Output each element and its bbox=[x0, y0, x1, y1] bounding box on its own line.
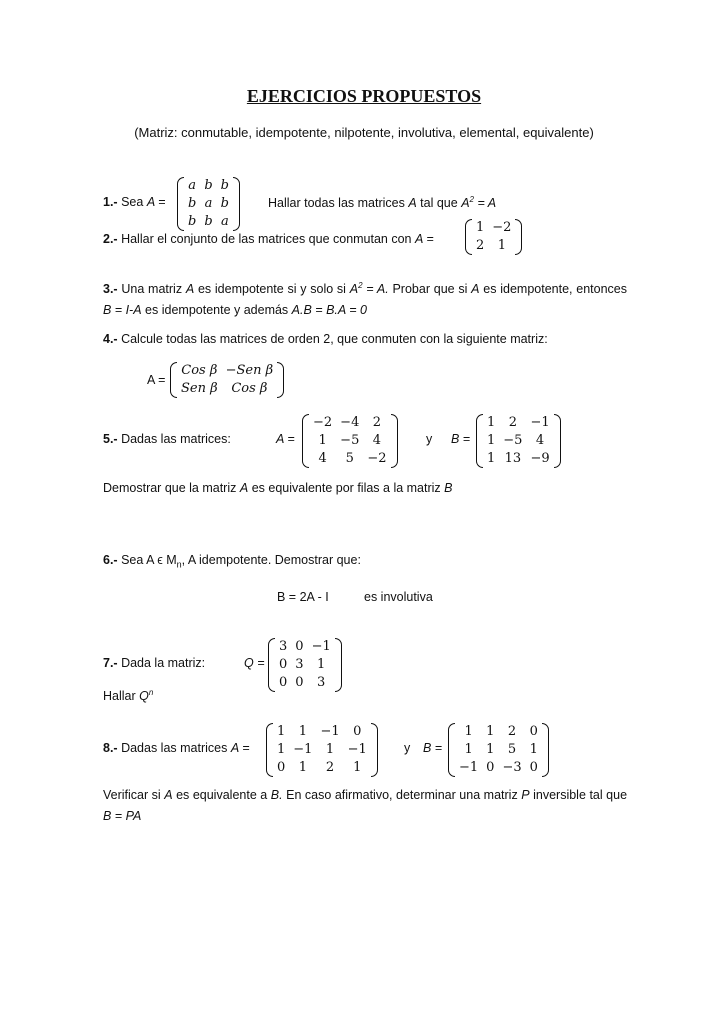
exercise-2-label bbox=[103, 232, 434, 246]
matrix-row bbox=[483, 432, 554, 450]
matrix-cell: 0 bbox=[529, 724, 538, 739]
matrix-cell: 1 bbox=[325, 742, 335, 757]
exercise-3-t2: es idempotente si y solo si bbox=[197, 282, 346, 297]
exercise-8-text: Dadas las matrices bbox=[121, 741, 228, 755]
exercise-2-number: 2.- bbox=[103, 232, 118, 246]
matrix-row bbox=[472, 219, 515, 237]
matrix-row bbox=[483, 414, 554, 432]
page-title: EJERCICIOS PROPUESTOS bbox=[246, 86, 482, 106]
matrix-cell: 1 bbox=[277, 742, 286, 757]
exercise-4-matrix bbox=[170, 362, 284, 398]
exercise-1-exponent: 2 bbox=[469, 195, 474, 204]
exercise-7-lhs: Q = bbox=[244, 656, 265, 670]
matrix-left-bracket bbox=[266, 723, 273, 777]
exercise-1-lead: Sea bbox=[121, 195, 144, 209]
matrix-cell: 2 bbox=[476, 238, 485, 253]
matrix-body bbox=[273, 723, 371, 777]
matrix-cell: −2 bbox=[492, 220, 512, 235]
matrix-right-bracket bbox=[277, 362, 284, 398]
exercise-7-exponent: n bbox=[148, 688, 154, 697]
exercise-3-t6: es idempotente y además bbox=[145, 303, 289, 318]
matrix-cell: −9 bbox=[530, 451, 550, 466]
matrix-cell: 0 bbox=[353, 724, 362, 739]
matrix-row bbox=[275, 674, 335, 692]
matrix-row bbox=[455, 759, 542, 777]
exercise-1-eq-rhs: = A bbox=[477, 196, 497, 211]
matrix-cell: −3 bbox=[502, 760, 522, 775]
matrix-body bbox=[309, 414, 391, 468]
matrix-cell: 1 bbox=[353, 760, 362, 775]
exercise-3-v6: A.B = B.A = 0 bbox=[291, 303, 367, 318]
exercise-7-matrix bbox=[268, 638, 342, 692]
exercise-3-v3: = A. bbox=[366, 282, 389, 297]
matrix-cell: −5 bbox=[503, 433, 523, 448]
exercise-3-v2: A bbox=[349, 282, 359, 297]
matrix-right-bracket bbox=[542, 723, 549, 777]
matrix-cell: −5 bbox=[340, 433, 360, 448]
exercise-7-power bbox=[139, 689, 153, 703]
exercise-1-eq-lhs: A bbox=[461, 196, 470, 211]
matrix-body bbox=[455, 723, 542, 777]
matrix-cell: a bbox=[188, 178, 197, 193]
matrix-body bbox=[275, 638, 335, 692]
matrix-cell: Sen β bbox=[181, 381, 218, 396]
matrix-row bbox=[184, 177, 233, 195]
exercise-4-number: 4.- bbox=[103, 332, 118, 346]
exercise-6-formula: B = 2A - I bbox=[277, 590, 329, 604]
matrix-row bbox=[184, 195, 233, 213]
exercise-1-lhs: A = bbox=[146, 195, 166, 209]
exercise-7-number: 7.- bbox=[103, 656, 118, 670]
exercise-5-statement-v2: B bbox=[444, 481, 453, 495]
matrix-right-bracket bbox=[554, 414, 561, 468]
matrix-cell: 2 bbox=[325, 760, 335, 775]
matrix-cell: 3 bbox=[317, 675, 326, 690]
matrix-cell: 0 bbox=[529, 760, 538, 775]
exercise-8-conjunction: y bbox=[404, 741, 411, 755]
matrix-cell: −1 bbox=[347, 742, 367, 757]
exercise-8-v4: B = PA bbox=[103, 809, 142, 823]
matrix-cell: 1 bbox=[486, 742, 495, 757]
exercise-2-matrix bbox=[465, 219, 522, 255]
matrix-row bbox=[455, 741, 542, 759]
exercise-8-label bbox=[103, 741, 250, 755]
matrix-cell: Cos β bbox=[231, 381, 268, 396]
matrix-row bbox=[273, 741, 371, 759]
exercise-8-matrix-b bbox=[448, 723, 549, 777]
exercise-2-text: Hallar el conjunto de las matrices que conmutan con bbox=[121, 232, 412, 246]
exercise-1-text bbox=[268, 195, 496, 210]
exercise-8-lhs-b: B = bbox=[423, 741, 443, 755]
exercise-5-statement-a: Demostrar que la matriz bbox=[103, 481, 237, 495]
matrix-row bbox=[273, 759, 371, 777]
exercise-5-conjunction: y bbox=[426, 432, 433, 446]
exercise-1-equation bbox=[461, 196, 496, 210]
exercise-8-number: 8.- bbox=[103, 741, 118, 755]
matrix-cell: 5 bbox=[345, 451, 354, 466]
exercise-7-hallar bbox=[103, 688, 153, 703]
matrix-left-bracket bbox=[448, 723, 455, 777]
matrix-cell: 4 bbox=[535, 433, 545, 448]
matrix-cell: 1 bbox=[277, 724, 286, 739]
exercise-1-matrix bbox=[177, 177, 240, 231]
exercise-8-p4: inversible bbox=[533, 788, 586, 802]
exercise-3-t3: Probar que si bbox=[392, 282, 468, 297]
matrix-cell: 2 bbox=[507, 724, 517, 739]
matrix-left-bracket bbox=[465, 219, 472, 255]
matrix-left-bracket bbox=[302, 414, 309, 468]
exercise-6-text bbox=[121, 553, 361, 570]
matrix-row bbox=[184, 213, 233, 231]
exercise-3-t4: es idempotente, bbox=[483, 282, 573, 297]
matrix-row bbox=[309, 432, 391, 450]
matrix-cell: 1 bbox=[464, 724, 473, 739]
exercise-4-lhs: A = bbox=[147, 373, 166, 387]
matrix-body bbox=[483, 414, 554, 468]
matrix-left-bracket bbox=[476, 414, 483, 468]
matrix-row bbox=[455, 723, 542, 741]
matrix-cell: b bbox=[188, 196, 197, 211]
matrix-cell: −1 bbox=[459, 760, 479, 775]
exercise-3-t1: Una matriz bbox=[121, 282, 183, 297]
exercise-3-v4: A bbox=[471, 282, 480, 297]
matrix-cell: b bbox=[220, 178, 229, 193]
exercise-5-matrix-b bbox=[476, 414, 561, 468]
matrix-cell: a bbox=[204, 196, 213, 211]
matrix-right-bracket bbox=[233, 177, 240, 231]
exercise-8-p1: Verificar si bbox=[103, 788, 161, 802]
matrix-body bbox=[177, 362, 277, 398]
matrix-body bbox=[472, 219, 515, 255]
matrix-cell: b bbox=[220, 196, 229, 211]
exercise-6-subscript: n bbox=[176, 559, 182, 570]
matrix-cell: 0 bbox=[277, 760, 286, 775]
matrix-right-bracket bbox=[335, 638, 342, 692]
matrix-left-bracket bbox=[268, 638, 275, 692]
exercise-3-number: 3.- bbox=[103, 282, 118, 297]
matrix-cell: −1 bbox=[311, 639, 331, 654]
exercise-3-t5: entonces bbox=[576, 282, 627, 297]
exercise-5-matrix-a bbox=[302, 414, 398, 468]
exercise-5-statement-b: es equivalente por filas a la matriz bbox=[251, 481, 441, 495]
matrix-cell: −4 bbox=[340, 415, 360, 430]
exercise-8-v2: B. bbox=[270, 788, 283, 802]
matrix-row bbox=[273, 723, 371, 741]
matrix-row bbox=[275, 656, 335, 674]
matrix-row bbox=[177, 380, 277, 398]
exercise-3-v5: B = I-A bbox=[103, 303, 142, 318]
matrix-cell: Cos β bbox=[181, 363, 218, 378]
exercise-3-v1: A bbox=[185, 282, 195, 297]
matrix-cell: b bbox=[204, 178, 213, 193]
matrix-cell: 1 bbox=[464, 742, 473, 757]
exercise-8-matrix-a bbox=[266, 723, 378, 777]
matrix-cell: 0 bbox=[486, 760, 495, 775]
exercise-3-exponent: 2 bbox=[358, 281, 363, 290]
matrix-cell: 1 bbox=[497, 238, 506, 253]
matrix-row bbox=[309, 450, 391, 468]
matrix-row bbox=[472, 237, 515, 255]
matrix-cell: 4 bbox=[372, 433, 382, 448]
exercise-6-tail: es involutiva bbox=[364, 590, 433, 604]
exercise-5-lhs-a: A = bbox=[276, 432, 295, 446]
exercise-7-var: Q bbox=[139, 689, 149, 704]
matrix-cell: 1 bbox=[318, 433, 327, 448]
matrix-right-bracket bbox=[391, 414, 398, 468]
matrix-cell: 0 bbox=[295, 639, 304, 654]
exercise-4-text: Calcule todas las matrices de orden 2, que conmuten con la siguiente matriz: bbox=[121, 332, 548, 346]
exercise-1-var: A bbox=[408, 196, 417, 211]
exercise-6-text-b: , A idempotente. Demostrar que: bbox=[181, 553, 361, 567]
exercise-8-p3: En caso afirmativo, determinar una matriz bbox=[286, 788, 518, 802]
exercise-7-label bbox=[103, 656, 205, 670]
matrix-left-bracket bbox=[170, 362, 177, 398]
matrix-row bbox=[177, 362, 277, 380]
matrix-cell: 1 bbox=[487, 451, 496, 466]
matrix-right-bracket bbox=[371, 723, 378, 777]
exercise-7-hallar-text: Hallar bbox=[103, 689, 136, 704]
exercise-8-paragraph bbox=[103, 785, 627, 827]
exercise-8-lhs-a: A = bbox=[230, 741, 250, 755]
exercise-1-number: 1.- bbox=[103, 195, 118, 209]
matrix-cell: 0 bbox=[295, 675, 304, 690]
matrix-cell: 1 bbox=[487, 415, 496, 430]
exercise-2-lhs: A = bbox=[415, 232, 434, 246]
matrix-cell: −2 bbox=[367, 451, 387, 466]
exercise-8-v3: P bbox=[521, 788, 530, 802]
exercise-5-number: 5.- bbox=[103, 432, 118, 446]
exercise-6-label bbox=[103, 553, 361, 570]
exercise-1-text-b: tal que bbox=[420, 196, 458, 211]
matrix-cell: 1 bbox=[298, 724, 307, 739]
matrix-cell: −Sen β bbox=[225, 363, 274, 378]
matrix-cell: b bbox=[188, 214, 197, 229]
matrix-cell: 0 bbox=[279, 675, 288, 690]
matrix-cell: 1 bbox=[486, 724, 495, 739]
exercise-3-paragraph bbox=[103, 275, 627, 321]
exercise-8-v1: A bbox=[164, 788, 173, 802]
matrix-cell: 0 bbox=[279, 657, 288, 672]
matrix-cell: b bbox=[204, 214, 213, 229]
exercise-5-statement bbox=[103, 481, 453, 495]
matrix-left-bracket bbox=[177, 177, 184, 231]
exercise-7-text: Dada la matriz: bbox=[121, 656, 206, 670]
matrix-cell: 1 bbox=[298, 760, 307, 775]
exercise-6-number: 6.- bbox=[103, 553, 118, 567]
matrix-cell: 5 bbox=[507, 742, 517, 757]
exercise-5-text: Dadas las matrices: bbox=[121, 432, 231, 446]
matrix-row bbox=[483, 450, 554, 468]
matrix-cell: 3 bbox=[279, 639, 288, 654]
exercise-6-text-a: Sea A ϵ M bbox=[121, 553, 177, 567]
exercise-5-lhs-b: B = bbox=[451, 432, 471, 446]
matrix-cell: 1 bbox=[476, 220, 485, 235]
exercise-5-label bbox=[103, 432, 231, 446]
matrix-cell: 4 bbox=[318, 451, 327, 466]
exercise-8-p2: es equivalente a bbox=[176, 788, 268, 802]
matrix-row bbox=[309, 414, 391, 432]
matrix-cell: −1 bbox=[320, 724, 340, 739]
exercise-3-eq bbox=[350, 282, 389, 296]
page-subtitle: (Matriz: conmutable, idempotente, nilpotente, involutiva, elemental, equivalente) bbox=[134, 125, 594, 140]
exercise-4-label bbox=[103, 332, 548, 346]
matrix-cell: −1 bbox=[530, 415, 550, 430]
matrix-row bbox=[275, 638, 335, 656]
matrix-cell: 1 bbox=[529, 742, 538, 757]
matrix-cell: 2 bbox=[372, 415, 382, 430]
matrix-cell: 2 bbox=[508, 415, 517, 430]
matrix-cell: −1 bbox=[293, 742, 313, 757]
exercise-5-statement-v1: A bbox=[239, 481, 249, 495]
matrix-cell: 1 bbox=[487, 433, 496, 448]
exercise-1-text-a: Hallar todas las matrices bbox=[268, 196, 405, 211]
matrix-cell: a bbox=[220, 214, 229, 229]
matrix-cell: 1 bbox=[317, 657, 326, 672]
exercise-8-p5: tal que bbox=[589, 788, 628, 802]
exercise-1-label bbox=[103, 195, 165, 209]
matrix-cell: −2 bbox=[313, 415, 333, 430]
matrix-body bbox=[184, 177, 233, 231]
matrix-cell: 13 bbox=[504, 451, 522, 466]
matrix-right-bracket bbox=[515, 219, 522, 255]
matrix-cell: 3 bbox=[295, 657, 304, 672]
